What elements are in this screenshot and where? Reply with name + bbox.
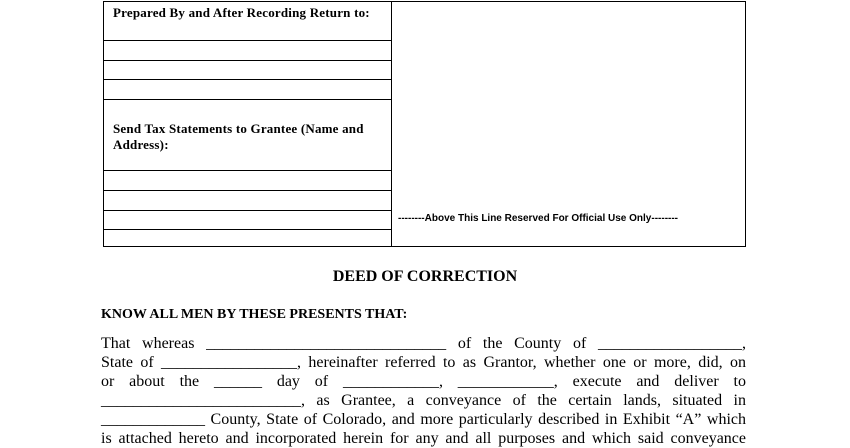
- official-use-notice: --------Above This Line Reserved For Official Use Only--------: [398, 213, 679, 224]
- return-to-line-3[interactable]: [104, 80, 391, 100]
- recording-left-column: [104, 2, 392, 246]
- recording-info-box: [103, 1, 746, 247]
- paragraph-line: _________________________, as Grantee, a conveyance of the certain lands, situated in: [101, 392, 746, 409]
- deed-paragraph: [101, 334, 746, 448]
- grantee-address-line-1[interactable]: [104, 171, 391, 191]
- grantee-address-line-3[interactable]: [104, 211, 391, 230]
- paragraph-line: That whereas ______________________________ of the County of __________________,: [101, 335, 746, 352]
- paragraph-line: _____________ County, State of Colorado, and more particularly described in Exhibit “A” which: [101, 411, 746, 428]
- send-tax-row: [104, 100, 391, 171]
- intro-heading: KNOW ALL MEN BY THESE PRESENTS THAT:: [101, 307, 408, 322]
- return-to-line-2[interactable]: [104, 61, 391, 80]
- grantee-address-line-2[interactable]: [104, 191, 391, 211]
- return-to-line-1[interactable]: [104, 41, 391, 61]
- paragraph-line: or about the ______ day of ____________, ____________, execute and deliver to: [101, 373, 746, 390]
- prepared-by-label: Prepared By and After Recording Return to:: [113, 5, 370, 20]
- prepared-by-row: [104, 2, 391, 41]
- paragraph-line: State of _________________, hereinafter referred to as Grantor, whether one or more, did, on: [101, 354, 746, 371]
- send-tax-label: Send Tax Statements to Grantee (Name and Address):: [113, 121, 364, 152]
- document-title: DEED OF CORRECTION: [332, 268, 518, 285]
- paragraph-line: is attached hereto and incorporated herein for any and all purposes and which said conveyance: [101, 430, 746, 447]
